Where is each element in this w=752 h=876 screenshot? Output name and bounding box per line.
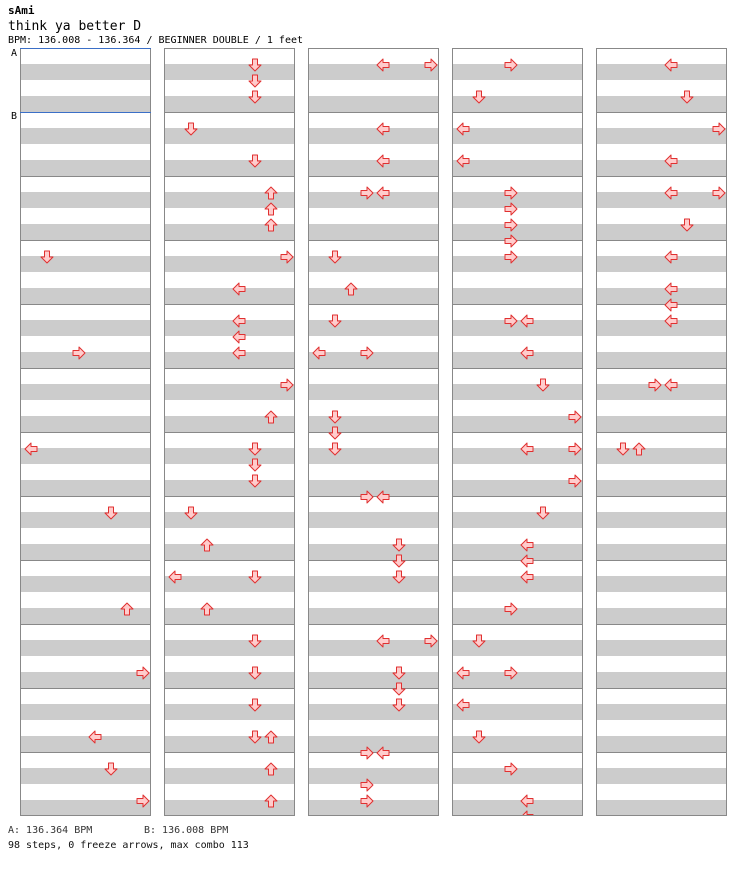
step-arrow-left-icon [663, 313, 679, 329]
step-arrow-left-icon [231, 281, 247, 297]
beat-stripe [21, 576, 150, 592]
beat-stripe [597, 672, 726, 688]
step-arrow-right-icon [503, 665, 519, 681]
step-arrow-down-icon [247, 729, 263, 745]
step-arrow-left-icon [311, 345, 327, 361]
step-arrow-right-icon [647, 377, 663, 393]
beat-stripe [309, 544, 438, 560]
beat-stripe [309, 512, 438, 528]
measure-line [21, 496, 150, 497]
beat-stripe [597, 480, 726, 496]
beat-stripe [597, 64, 726, 80]
step-arrow-left-icon [663, 281, 679, 297]
measure-line [453, 304, 582, 305]
step-arrow-up-icon [263, 761, 279, 777]
step-arrow-left-icon [23, 441, 39, 457]
measure-line [165, 368, 294, 369]
step-arrow-down-icon [247, 697, 263, 713]
step-arrow-right-icon [567, 409, 583, 425]
measure-line [453, 624, 582, 625]
step-arrow-down-icon [615, 441, 631, 457]
step-arrow-left-icon [663, 249, 679, 265]
step-arrow-up-icon [263, 217, 279, 233]
beat-stripe [21, 640, 150, 656]
measure-line [597, 752, 726, 753]
step-arrow-left-icon [519, 553, 535, 569]
beat-stripe [453, 288, 582, 304]
step-arrow-right-icon [567, 441, 583, 457]
beat-stripe [165, 352, 294, 368]
measure-line [309, 368, 438, 369]
measure-line [309, 624, 438, 625]
beat-stripe [453, 800, 582, 816]
step-arrow-right-icon [359, 745, 375, 761]
beat-stripe [21, 288, 150, 304]
step-arrow-left-icon [455, 121, 471, 137]
step-stats: 98 steps, 0 freeze arrows, max combo 113 [8, 840, 249, 851]
measure-line [21, 752, 150, 753]
step-arrow-up-icon [199, 601, 215, 617]
measure-line [453, 688, 582, 689]
beat-stripe [165, 480, 294, 496]
beat-stripe [165, 288, 294, 304]
beat-stripe [453, 448, 582, 464]
measure-line [597, 624, 726, 625]
step-arrow-right-icon [359, 777, 375, 793]
beat-stripe [597, 128, 726, 144]
beat-stripe [597, 288, 726, 304]
beat-stripe [597, 512, 726, 528]
measure-line [165, 688, 294, 689]
step-arrow-down-icon [247, 473, 263, 489]
step-arrow-left-icon [455, 153, 471, 169]
step-arrow-left-icon [519, 793, 535, 809]
measure-line [597, 176, 726, 177]
step-arrow-right-icon [711, 185, 727, 201]
chart-column [308, 48, 439, 816]
step-arrow-down-icon [39, 249, 55, 265]
step-arrow-down-icon [471, 633, 487, 649]
step-arrow-down-icon [391, 553, 407, 569]
step-arrow-down-icon [471, 89, 487, 105]
beat-stripe [309, 160, 438, 176]
step-arrow-right-icon [359, 489, 375, 505]
measure-line [165, 496, 294, 497]
step-arrow-down-icon [247, 457, 263, 473]
beat-stripe [21, 448, 150, 464]
beat-stripe [21, 416, 150, 432]
step-arrow-up-icon [263, 729, 279, 745]
measure-line [453, 176, 582, 177]
step-arrow-left-icon [455, 665, 471, 681]
step-arrow-left-icon [663, 377, 679, 393]
bpm-change-line [20, 48, 151, 49]
beat-stripe [597, 160, 726, 176]
step-arrow-right-icon [503, 233, 519, 249]
beat-stripe [309, 672, 438, 688]
step-arrow-down-icon [679, 89, 695, 105]
beat-stripe [453, 384, 582, 400]
beat-stripe [21, 96, 150, 112]
step-arrow-left-icon [375, 153, 391, 169]
measure-line [453, 560, 582, 561]
step-arrow-down-icon [327, 425, 343, 441]
step-arrow-left-icon [231, 313, 247, 329]
step-arrow-right-icon [359, 185, 375, 201]
beat-stripe [21, 736, 150, 752]
step-arrow-left-icon [375, 489, 391, 505]
beat-stripe [165, 160, 294, 176]
measure-line [165, 432, 294, 433]
beat-stripe [597, 352, 726, 368]
step-arrow-down-icon [391, 569, 407, 585]
beat-stripe [453, 352, 582, 368]
step-arrow-right-icon [503, 761, 519, 777]
step-arrow-right-icon [503, 249, 519, 265]
beat-stripe [597, 704, 726, 720]
beat-stripe [21, 320, 150, 336]
step-arrow-right-icon [503, 601, 519, 617]
bpm-change-line [20, 112, 151, 113]
step-arrow-up-icon [263, 409, 279, 425]
step-arrow-left-icon [663, 153, 679, 169]
beat-stripe [453, 480, 582, 496]
step-arrow-down-icon [391, 697, 407, 713]
beat-stripe [21, 480, 150, 496]
beat-stripe [597, 768, 726, 784]
chart-info: BPM: 136.008 - 136.364 / BEGINNER DOUBLE / 1 feet [8, 35, 304, 46]
step-arrow-up-icon [199, 537, 215, 553]
step-arrow-left-icon [375, 633, 391, 649]
measure-line [21, 432, 150, 433]
song-title: think ya better D [8, 19, 142, 34]
beat-stripe [453, 576, 582, 592]
bpm-legend-b: B: 136.008 BPM [144, 825, 229, 836]
bpm-legend [8, 825, 228, 836]
step-arrow-right-icon [135, 793, 151, 809]
step-arrow-up-icon [343, 281, 359, 297]
beat-stripe [597, 256, 726, 272]
step-arrow-left-icon [375, 121, 391, 137]
beat-stripe [453, 416, 582, 432]
beat-stripe [597, 224, 726, 240]
beat-stripe [21, 224, 150, 240]
step-arrow-down-icon [247, 153, 263, 169]
step-arrow-left-icon [519, 809, 535, 816]
measure-line [453, 112, 582, 113]
measure-line [597, 240, 726, 241]
beat-stripe [21, 384, 150, 400]
step-arrow-right-icon [711, 121, 727, 137]
step-arrow-left-icon [519, 537, 535, 553]
measure-line [21, 368, 150, 369]
step-arrow-left-icon [375, 57, 391, 73]
beat-stripe [597, 608, 726, 624]
measure-line [165, 752, 294, 753]
step-arrow-down-icon [327, 249, 343, 265]
measure-line [165, 304, 294, 305]
step-arrow-left-icon [663, 185, 679, 201]
step-arrow-left-icon [519, 345, 535, 361]
step-arrow-left-icon [519, 313, 535, 329]
step-arrow-left-icon [231, 329, 247, 345]
beat-stripe [21, 128, 150, 144]
step-arrow-down-icon [535, 505, 551, 521]
measure-line [597, 560, 726, 561]
beat-stripe [165, 256, 294, 272]
measure-line [165, 560, 294, 561]
beat-stripe [165, 544, 294, 560]
measure-line [165, 176, 294, 177]
measure-line [597, 432, 726, 433]
step-arrow-right-icon [279, 377, 295, 393]
step-arrow-down-icon [183, 505, 199, 521]
chart-column [452, 48, 583, 816]
measure-line [597, 496, 726, 497]
beat-stripe [309, 128, 438, 144]
step-arrow-down-icon [391, 665, 407, 681]
measure-line [21, 240, 150, 241]
beat-stripe [21, 672, 150, 688]
beat-stripe [165, 640, 294, 656]
beat-stripe [597, 192, 726, 208]
step-arrow-down-icon [679, 217, 695, 233]
beat-stripe [309, 64, 438, 80]
step-arrow-left-icon [375, 745, 391, 761]
step-arrow-right-icon [503, 313, 519, 329]
step-arrow-down-icon [103, 505, 119, 521]
step-arrow-down-icon [471, 729, 487, 745]
beat-stripe [21, 800, 150, 816]
step-arrow-down-icon [535, 377, 551, 393]
step-arrow-right-icon [279, 249, 295, 265]
beat-stripe [165, 608, 294, 624]
step-arrow-down-icon [247, 569, 263, 585]
step-arrow-right-icon [423, 633, 439, 649]
beat-stripe [309, 224, 438, 240]
step-arrow-down-icon [247, 633, 263, 649]
step-arrow-left-icon [167, 569, 183, 585]
step-arrow-right-icon [359, 345, 375, 361]
beat-stripe [597, 544, 726, 560]
beat-stripe [597, 576, 726, 592]
beat-stripe [309, 576, 438, 592]
step-arrow-left-icon [663, 57, 679, 73]
measure-line [453, 496, 582, 497]
step-arrow-right-icon [567, 473, 583, 489]
beat-stripe [165, 672, 294, 688]
step-arrow-down-icon [391, 537, 407, 553]
measure-line [597, 688, 726, 689]
step-arrow-down-icon [103, 761, 119, 777]
measure-line [165, 624, 294, 625]
step-arrow-up-icon [263, 201, 279, 217]
step-arrow-left-icon [231, 345, 247, 361]
beat-stripe [165, 448, 294, 464]
step-arrow-right-icon [71, 345, 87, 361]
beat-stripe [453, 704, 582, 720]
step-arrow-down-icon [327, 313, 343, 329]
step-arrow-left-icon [663, 297, 679, 313]
measure-line [309, 304, 438, 305]
measure-line [453, 752, 582, 753]
beat-stripe [165, 320, 294, 336]
step-arrow-down-icon [247, 57, 263, 73]
beat-stripe [165, 96, 294, 112]
beat-stripe [165, 704, 294, 720]
measure-line [597, 304, 726, 305]
step-arrow-up-icon [263, 185, 279, 201]
beat-stripe [453, 512, 582, 528]
bpm-marker-label: A [11, 48, 18, 59]
chart-column [596, 48, 727, 816]
step-arrow-left-icon [519, 569, 535, 585]
step-arrow-right-icon [423, 57, 439, 73]
chart-column [20, 48, 151, 816]
step-arrow-down-icon [247, 73, 263, 89]
step-arrow-down-icon [327, 441, 343, 457]
step-arrow-right-icon [503, 201, 519, 217]
beat-stripe [453, 160, 582, 176]
beat-stripe [21, 544, 150, 560]
beat-stripe [309, 640, 438, 656]
step-arrow-left-icon [519, 441, 535, 457]
measure-line [309, 112, 438, 113]
measure-line [21, 624, 150, 625]
measure-line [597, 112, 726, 113]
measure-line [597, 368, 726, 369]
step-arrow-up-icon [119, 601, 135, 617]
step-arrow-down-icon [391, 681, 407, 697]
beat-stripe [597, 800, 726, 816]
step-arrow-down-icon [247, 441, 263, 457]
beat-stripe [21, 192, 150, 208]
measure-line [21, 304, 150, 305]
beat-stripe [453, 128, 582, 144]
measure-line [165, 112, 294, 113]
beat-stripe [597, 640, 726, 656]
step-arrow-up-icon [263, 793, 279, 809]
measure-line [21, 688, 150, 689]
measure-line [21, 176, 150, 177]
beat-stripe [597, 416, 726, 432]
beat-stripe [309, 288, 438, 304]
beat-stripe [165, 384, 294, 400]
measure-line [453, 368, 582, 369]
beat-stripe [21, 704, 150, 720]
step-arrow-left-icon [375, 185, 391, 201]
measure-line [21, 560, 150, 561]
step-arrow-right-icon [503, 185, 519, 201]
beat-stripe [21, 160, 150, 176]
beat-stripe [165, 576, 294, 592]
beat-stripe [309, 704, 438, 720]
chart-column [164, 48, 295, 816]
beat-stripe [597, 736, 726, 752]
bpm-legend-a: A: 136.364 BPM [8, 825, 93, 836]
beat-stripe [309, 96, 438, 112]
beat-stripe [597, 320, 726, 336]
measure-line [453, 432, 582, 433]
step-arrow-up-icon [631, 441, 647, 457]
step-arrow-down-icon [183, 121, 199, 137]
measure-line [309, 240, 438, 241]
step-arrow-right-icon [503, 217, 519, 233]
bpm-marker-label: B [11, 111, 18, 122]
beat-stripe [21, 64, 150, 80]
beat-stripe [309, 384, 438, 400]
step-arrow-down-icon [327, 409, 343, 425]
step-arrow-down-icon [247, 665, 263, 681]
step-arrow-right-icon [359, 793, 375, 809]
measure-line [309, 688, 438, 689]
step-arrow-down-icon [247, 89, 263, 105]
beat-stripe [597, 96, 726, 112]
beat-stripe [165, 64, 294, 80]
measure-line [165, 240, 294, 241]
beat-stripe [309, 608, 438, 624]
step-arrow-left-icon [455, 697, 471, 713]
step-arrow-right-icon [503, 57, 519, 73]
measure-line [309, 560, 438, 561]
beat-stripe [21, 512, 150, 528]
beat-stripe [21, 768, 150, 784]
step-arrow-left-icon [87, 729, 103, 745]
artist-name: sAmi [8, 4, 35, 17]
measure-line [309, 176, 438, 177]
beat-stripe [453, 544, 582, 560]
step-arrow-right-icon [135, 665, 151, 681]
